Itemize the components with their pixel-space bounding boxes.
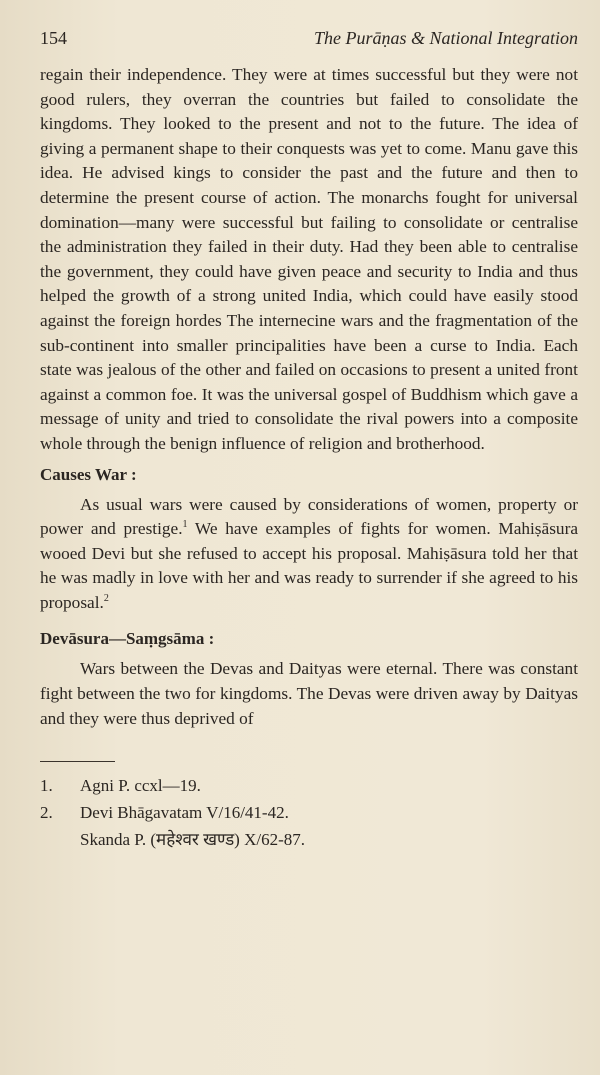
running-title: The Purāṇas & National Integration (313, 28, 578, 48)
footnote-2-continuation: Skanda P. (महेश्वर खण्ड) X/62-87. (80, 830, 305, 850)
footnote-text: Devi Bhāgavatam V/16/41-42. (80, 803, 289, 823)
footnotes (40, 772, 578, 853)
causes-war-text-a: As usual wars were caused by considerations of women, property or power and prestige. (40, 494, 578, 539)
section-heading-devasura: Devāsura—Saṃgsāma : (40, 629, 215, 649)
causes-war-text-b: We have examples of fights for women. Mahiṣāsura wooed Devi but she refused to accept his proposal. Mahiṣāsura told her that he was madly in love with her and was ready to surrender if she agreed to his proposal. (40, 519, 578, 612)
footnote-divider (40, 761, 115, 762)
page-number: 154 (40, 28, 67, 48)
footnote-1 (40, 772, 578, 799)
footnote-number: 2. (40, 803, 53, 823)
page-header (40, 28, 578, 49)
footnote-ref-2: 2 (103, 593, 109, 605)
paragraph-continued: regain their independence. They were at times successful but they were not good rulers, they overran the countries but failed to consolidate the kingdoms. They looked to the present and not to the future. The idea of giving a permanent shape to their conquests was yet to come. Manu gave this idea. He advised kings to consider the past and the future and then to determine the present course of action. The monarchs fought for universal domination—many were successful but failing to consolidate or centralise the administration they failed in their duty. Had they been able to centralise the government, they could have given peace and security to India and thus helped the growth of a strong united India, which could have easily stood against the foreign hordes The internecine wars and the fragmentation of the sub-continent into smaller principalities have been a curse to India. Each state was jealous of the other and failed on occasions to present a united front against a common foe. It was the universal gospel of Buddhism which gave a message of unity and tried to consolidate the rival powers into a composite whole through the benign influence of religion and brotherhood. (40, 65, 578, 453)
footnote-text: Agni P. ccxl—19. (80, 776, 201, 796)
footnote-number: 1. (40, 776, 53, 796)
footnote-ref-1: 1 (182, 519, 188, 531)
paragraph-devasura: Wars between the Devas and Daityas were eternal. There was constant fight between the two for kingdoms. The Devas were driven away by Daityas and they were thus deprived of (40, 659, 578, 728)
paragraph-causes-war (40, 493, 578, 616)
page-body (40, 63, 578, 731)
section-heading-causes-war: Causes War : (40, 464, 137, 484)
footnote-2 (40, 799, 578, 826)
